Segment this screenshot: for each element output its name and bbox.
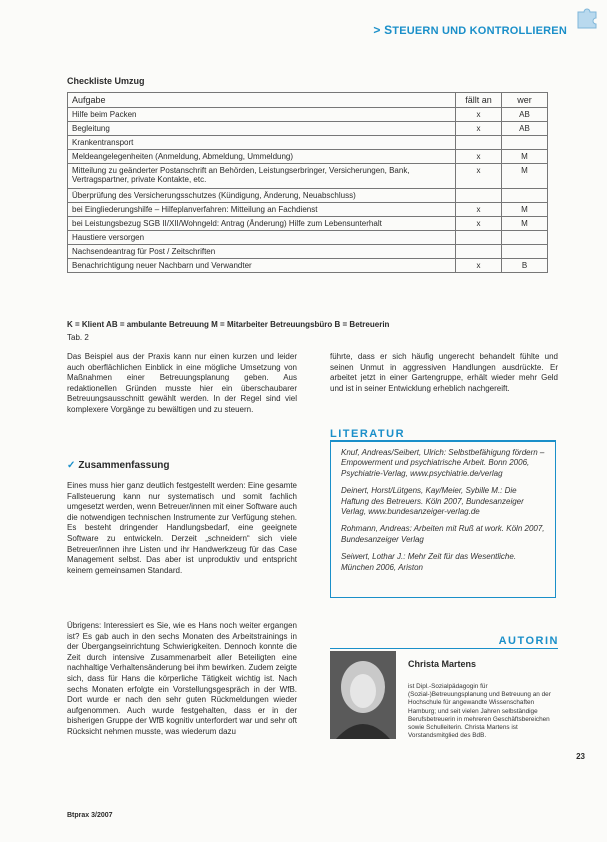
due-cell: x: [456, 164, 502, 189]
followup-text: Übrigens: Interessiert es Sie, wie es Hans noch weiter ergangen ist? Es gab auch in den sechs Monaten des Arbeitstrainings in der Übergangseinrichtung Schwierigkeiten. Dennoch konnte die Zeit durch intensive Zusammenarbeit aller Beteiligten eine nachhaltige Verhaltensänderung bei ihm bewirken. Zudem zeigte sich, dass für Hans die körperliche Tätigkeit wichtig ist. Nach sechs Monaten erfolgte ein Vorstellungsgespräch in der WfB. Dort wurde er nach den sehr guten Rückmeldungen wieder aufgenommen. Auch wurde festgehalten, dass er in der bisherigen Gruppe der WfB kognitiv unterfordert war und sehr oft Rücksicht nehmen musste, was wiederum dazu: [67, 621, 297, 736]
portrait-image: [330, 651, 396, 739]
left-intro-paragraph: [67, 352, 297, 416]
who-cell: [502, 245, 548, 259]
header-rest: TEUERN UND KONTROLLIEREN: [392, 25, 567, 37]
due-cell: [456, 189, 502, 203]
section-title: Zusammenfassung: [78, 460, 170, 471]
task-cell: Begleitung: [68, 122, 456, 136]
task-cell: Nachsendeantrag für Post / Zeitschriften: [68, 245, 456, 259]
table-row: [68, 245, 548, 259]
column-header-due: fällt an: [456, 93, 502, 108]
page-number: 23: [576, 752, 585, 761]
table-row: [68, 108, 548, 122]
summary-paragraph: [67, 481, 297, 576]
who-cell: [502, 231, 548, 245]
author-bio: ist Dipl.-Sozialpädagogin für (Sozial-)Betreuungsplanung und Betreuung an der Hochschule für angewandte Wissenschaften Hamburg; und seit vielen Jahren selbständige Berufsbetreuerin in mehreren Geschäftsbereichen sowie Schulleiterin. Christa Martens ist Vorstandsmitglied des BdB.: [408, 683, 551, 740]
table-row: [68, 122, 548, 136]
who-cell: [502, 136, 548, 150]
due-cell: [456, 136, 502, 150]
table-row: [68, 259, 548, 273]
due-cell: [456, 231, 502, 245]
who-cell: B: [502, 259, 548, 273]
author-photo: [330, 651, 396, 739]
who-cell: AB: [502, 122, 548, 136]
author-divider: [330, 648, 558, 649]
table-row: [68, 231, 548, 245]
column-header-who: wer: [502, 93, 548, 108]
author-title: AUTORIN: [498, 635, 559, 647]
who-cell: M: [502, 217, 548, 231]
table-caption: Tab. 2: [67, 333, 89, 342]
header-lead: > S: [373, 23, 393, 37]
journal-footer: Btprax 3/2007: [67, 812, 113, 819]
who-cell: M: [502, 150, 548, 164]
task-cell: Überprüfung des Versicherungsschutzes (Kündigung, Änderung, Neuabschluss): [68, 189, 456, 203]
right-paragraph: [330, 352, 558, 394]
task-cell: Haustiere versorgen: [68, 231, 456, 245]
table-row: [68, 164, 548, 189]
task-cell: Benachrichtigung neuer Nachbarn und Verwandter: [68, 259, 456, 273]
who-cell: [502, 189, 548, 203]
right-text: führte, dass er sich häufig ungerecht behandelt fühlte und seinen Unmut in aggressiven Handlungen ausdrückte. Er arbeitet jetzt in einer Gartengruppe, erhält wieder mehr Geld und ist in seiner Entwicklung erheblich nachgereift.: [330, 352, 558, 393]
task-cell: bei Leistungsbezug SGB II/XII/Wohngeld: Antrag (Änderung) Hilfe zum Lebensunterhalt: [68, 217, 456, 231]
due-cell: x: [456, 217, 502, 231]
who-cell: M: [502, 203, 548, 217]
followup-paragraph: [67, 621, 297, 738]
column-header-task: Aufgabe: [68, 93, 456, 108]
literature-box: [330, 440, 556, 598]
task-cell: Mitteilung zu geänderter Postanschrift an Behörden, Leistungserbringer, Versicherungen, Bank, Vertragspartner, private Kontakte, etc.: [68, 164, 456, 189]
literature-entry: Knuf, Andreas/Seibert, Ulrich: Selbstbefähigung fördern – Empowerment und psychiatrische Arbeit. Bonn 2006, Psychiatrie-Verlag, www.psychiatrie.de/verlag: [341, 448, 545, 478]
literature-entry: Rohmann, Andreas: Arbeiten mit Ruß at work. Köln 2007, Bundesanzeiger Verlag: [341, 524, 545, 544]
literature-title: LITERATUR: [330, 428, 406, 440]
due-cell: x: [456, 122, 502, 136]
who-cell: AB: [502, 108, 548, 122]
table-legend: K = Klient AB = ambulante Betreuung M = Mitarbeiter Betreuungsbüro B = Betreuerin: [67, 320, 390, 329]
due-cell: [456, 245, 502, 259]
checklist-table: [67, 92, 548, 273]
table-header-row: [68, 93, 548, 108]
section-header: [373, 23, 567, 37]
task-cell: Krankentransport: [68, 136, 456, 150]
due-cell: x: [456, 150, 502, 164]
task-cell: Meldeangelegenheiten (Anmeldung, Abmeldung, Ummeldung): [68, 150, 456, 164]
puzzle-icon: [575, 4, 601, 30]
checkmark-icon: ✓: [67, 460, 76, 471]
table-row: [68, 203, 548, 217]
table-row: [68, 189, 548, 203]
literature-entry: Deinert, Horst/Lütgens, Kay/Meier, Sybille M.: Die Haftung des Betreuers. Köln 2007, Bundesanzeiger Verlag, www.bundesanzeiger-verlag.de: [341, 486, 524, 517]
literature-entry: Seiwert, Lothar J.: Mehr Zeit für das Wesentliche. München 2006, Ariston: [341, 552, 517, 572]
who-cell: M: [502, 164, 548, 189]
due-cell: x: [456, 259, 502, 273]
table-row: [68, 150, 548, 164]
section-heading: [67, 460, 170, 471]
task-cell: bei Eingliederungshilfe – Hilfeplanverfahren: Mitteilung an Fachdienst: [68, 203, 456, 217]
due-cell: x: [456, 203, 502, 217]
due-cell: x: [456, 108, 502, 122]
task-cell: Hilfe beim Packen: [68, 108, 456, 122]
author-name: Christa Martens: [408, 659, 477, 669]
table-row: [68, 136, 548, 150]
checklist-title: Checkliste Umzug: [67, 76, 145, 86]
table-row: [68, 217, 548, 231]
intro-text: Das Beispiel aus der Praxis kann nur einen kurzen und leider auch oberflächlichen Einblick in eine mögliche Umsetzung von Maßnahmen einer Betreuungsplanung geben. Aus redaktionellen Gründen musste hier ein überschaubarer Betreuungsausschnitt gewählt werden. In der Regel sind viel komplexere Vorgänge zu bewältigen und zu steuern.: [67, 352, 297, 414]
summary-text: Eines muss hier ganz deutlich festgestellt werden: Eine gesamte Fallsteuerung kann nur systematisch und somit fachlich umgesetzt werden, wenn Betreuer/innen mit einer Software auch die notwendigen technischen Instrumente zur Verfügung stehen. Es besteht dringender Handlungsbedarf, eine geeignete Software zu entwickeln. Derzeit „schneidern“ sich viele Betreuer/innen ihre Listen und ihr Handwerkzeug für das Case Management selbst. Das aber ist unproduktiv und entspricht keinem gemeinsamen Standard.: [67, 481, 297, 575]
